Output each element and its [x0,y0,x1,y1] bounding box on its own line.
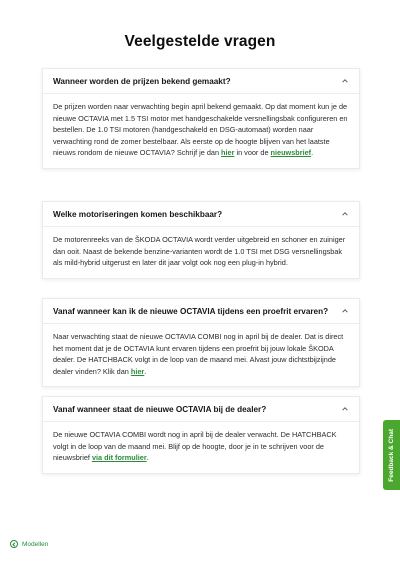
dealer-link[interactable]: hier [130,366,145,376]
newsletter-form-link[interactable]: via dit formulier [91,453,147,463]
page-title: Veelgestelde vragen [124,33,276,50]
faq-answer [43,324,359,386]
faq-question: Vanaf wanneer kan ik de nieuwe OCTAVIA tijdens een proefrit ervaren? [53,307,329,316]
faq-answer-text: De motorenreeks van de ŠKODA OCTAVIA wordt verder uitgebreid en schoner en zuiniger dan ooit. Naast de bekende benzine-varianten wordt de 1.0 TSI met DSG versnellingsbak als mild-hybrid uitgerust en later dit jaar volgt ook nog een plug-in hybrid. [53,235,346,268]
models-label: Modellen [22,540,49,548]
chevron-up-icon [341,405,349,413]
models-link[interactable] [10,540,48,548]
faq-answer [43,94,359,168]
faq-question-toggle[interactable] [43,202,359,227]
faq-question-toggle[interactable] [43,299,359,324]
newsletter-link[interactable]: nieuwsbrief [270,148,312,158]
feedback-chat-label: Feedback & Chat [388,428,395,482]
faq-answer-text: Naar verwachting staat de nieuwe OCTAVIA COMBI nog in april bij de dealer. Dat is direct het moment dat je de OCTAVIA kunt ervaren tijdens een proefrit bij jouw lokale ŠKODA dealer. De HATCHBACK volgt in de loop van de maand mei. Alvast jouw dichtstbijzijnde dealer vinden? Klik dan [53,332,344,376]
chevron-up-icon [341,307,349,315]
faq-answer [43,422,359,473]
faq-question: Welke motoriseringen komen beschikbaar? [53,210,223,219]
faq-answer-text: in voor de [234,148,271,158]
chevron-up-icon [341,210,349,218]
here-link[interactable]: hier [221,148,235,158]
faq-answer-text: . [144,366,147,376]
faq-item-testdrive [42,298,360,387]
faq-answer-text: De prijzen worden naar verwachting begin april bekend gemaakt. Op dat moment kun je de nieuwe OCTAVIA met 1.5 TSI motor met handgeschakelde versnellingsbak configureren en bestellen. De 1.0 TSI motoren (handgeschakeld en DSG-automaat) worden naar verwachting rond de zomer bestelbaar. Als eerste op de hoogte blijven van het laatste nieuws rondom de nieuwe OCTAVIA? Schrijf je dan [53,102,348,158]
faq-question: Wanneer worden de prijzen bekend gemaakt? [53,77,231,86]
faq-item-prices [42,68,360,169]
faq-answer-text: . [146,453,149,463]
faq-answer [43,227,359,278]
faq-question-toggle[interactable] [43,69,359,94]
faq-question: Vanaf wanneer staat de nieuwe OCTAVIA bij de dealer? [53,405,267,414]
chevron-up-icon [341,77,349,85]
faq-answer-text: . [311,148,314,158]
faq-answer-text: De nieuwe OCTAVIA COMBI wordt nog in april bij de dealer verwacht. De HATCHBACK volgt in de loop van de maand mei. Blijf op de hoogte, door je in te schrijven voor de nieuwsbrief [53,430,337,463]
feedback-chat-button[interactable] [383,420,400,490]
faq-question-toggle[interactable] [43,397,359,422]
chevron-left-icon [10,540,18,548]
faq-item-engines [42,201,360,279]
faq-item-dealer [42,396,360,474]
